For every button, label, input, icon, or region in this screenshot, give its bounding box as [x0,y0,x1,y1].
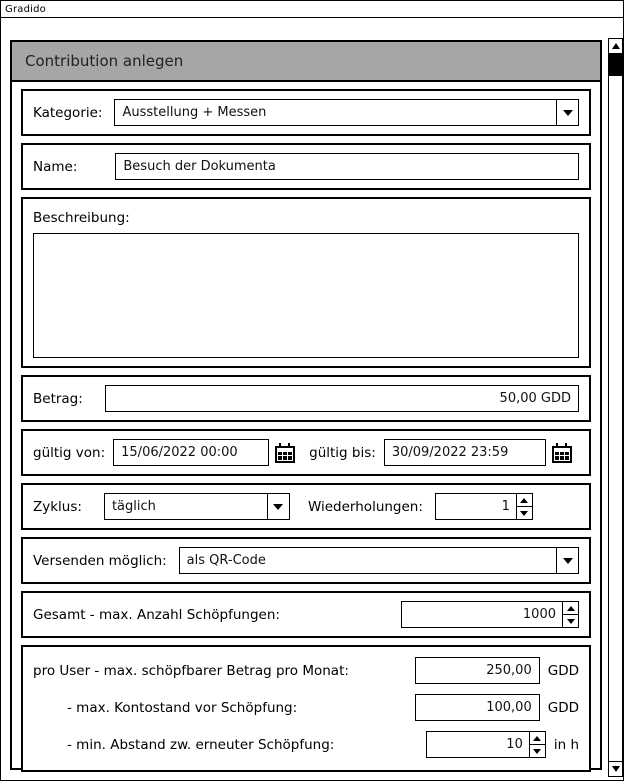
gesamt-schoepfungen-row [21,591,591,638]
beschreibung-textarea[interactable] [33,233,579,358]
min-abstand-label: - min. Abstand zw. erneuter Schöpfung: [67,736,335,753]
zyklus-row [21,483,591,530]
kategorie-label: Kategorie: [33,104,103,121]
scroll-down-button[interactable] [609,761,622,776]
betrag-row [21,375,591,422]
kategorie-select[interactable] [114,99,579,126]
name-label: Name: [33,158,78,175]
gueltig-von-value: 15/06/2022 00:00 [121,445,238,460]
spinner-icon-wiederholungen[interactable] [516,494,532,519]
spinner-up-icon-abstand[interactable] [530,732,545,744]
scroll-up-button[interactable] [609,39,622,54]
gesamt-schoepfungen-stepper[interactable] [401,601,579,628]
title-bar [1,1,623,18]
spinner-down-icon-abstand[interactable] [530,744,545,757]
scrollbar-thumb[interactable] [609,54,622,76]
caret-down-icon [612,766,620,772]
spinner-up-icon-gesamt[interactable] [563,602,578,614]
spinner-down-icon[interactable] [517,506,532,519]
zyklus-label: Zyklus: [33,498,82,515]
kategorie-row [21,89,591,136]
calendar-icon[interactable] [275,443,295,463]
min-abstand-value: 10 [506,737,523,752]
gueltig-von-input[interactable] [113,439,269,466]
max-kontostand-row [33,694,579,721]
name-value: Besuch der Dokumenta [123,159,276,174]
gesamt-schoepfungen-label: Gesamt - max. Anzahl Schöpfungen: [33,606,280,623]
pro-user-betrag-value: 250,00 [486,663,532,678]
beschreibung-row [21,197,591,368]
spinner-up-icon[interactable] [517,494,532,506]
max-kontostand-unit: GDD [547,699,579,716]
versenden-value: als QR-Code [186,553,266,568]
versenden-label: Versenden möglich: [33,552,167,569]
zyklus-value: täglich [111,499,156,514]
wiederholungen-value: 1 [501,499,510,514]
vertical-scrollbar[interactable] [608,38,623,777]
dialog-title: Contribution anlegen [25,52,184,70]
pro-user-betrag-unit: GDD [547,662,579,679]
min-abstand-row [33,731,579,758]
spinner-down-icon-gesamt[interactable] [563,614,578,627]
gueltig-von-label: gültig von: [33,444,106,461]
contribution-dialog [10,40,602,770]
scrollbar-track[interactable] [609,54,622,761]
window-body [1,18,624,781]
name-row [21,143,591,190]
gueltigkeit-row [21,429,591,476]
gesamt-schoepfungen-value: 1000 [522,607,556,622]
betrag-label: Betrag: [33,390,83,407]
min-abstand-unit: in h [553,736,579,753]
beschreibung-label: Beschreibung: [33,210,130,226]
pro-user-betrag-row [33,657,579,684]
pro-user-betrag-input[interactable] [415,657,540,684]
name-input[interactable] [115,153,579,180]
versenden-row [21,537,591,584]
max-kontostand-input[interactable] [415,694,540,721]
pro-user-block [21,645,591,772]
min-abstand-stepper[interactable] [426,731,546,758]
dialog-header [12,42,600,82]
gueltig-bis-value: 30/09/2022 23:59 [391,445,509,460]
max-kontostand-value: 100,00 [486,700,532,715]
zyklus-select[interactable] [104,493,290,520]
gueltig-bis-label: gültig bis: [309,444,376,461]
kategorie-value: Ausstellung + Messen [122,105,267,120]
betrag-input[interactable] [105,385,579,412]
chevron-down-icon-versenden[interactable] [556,548,578,573]
betrag-value: 50,00 GDD [499,391,571,406]
spinner-icon-abstand[interactable] [529,732,545,757]
window-title: Gradido [5,3,46,15]
wiederholungen-stepper[interactable] [435,493,533,520]
versenden-select[interactable] [179,547,579,574]
pro-user-betrag-label: pro User - max. schöpfbarer Betrag pro Monat: [33,662,349,679]
chevron-down-icon-zyklus[interactable] [267,494,289,519]
chevron-down-icon[interactable] [556,100,578,125]
wiederholungen-label: Wiederholungen: [307,498,423,515]
spinner-icon-gesamt[interactable] [562,602,578,627]
gueltig-bis-input[interactable] [384,439,546,466]
caret-up-icon [612,43,620,49]
calendar-icon-2[interactable] [552,443,572,463]
max-kontostand-label: - max. Kontostand vor Schöpfung: [67,699,298,716]
